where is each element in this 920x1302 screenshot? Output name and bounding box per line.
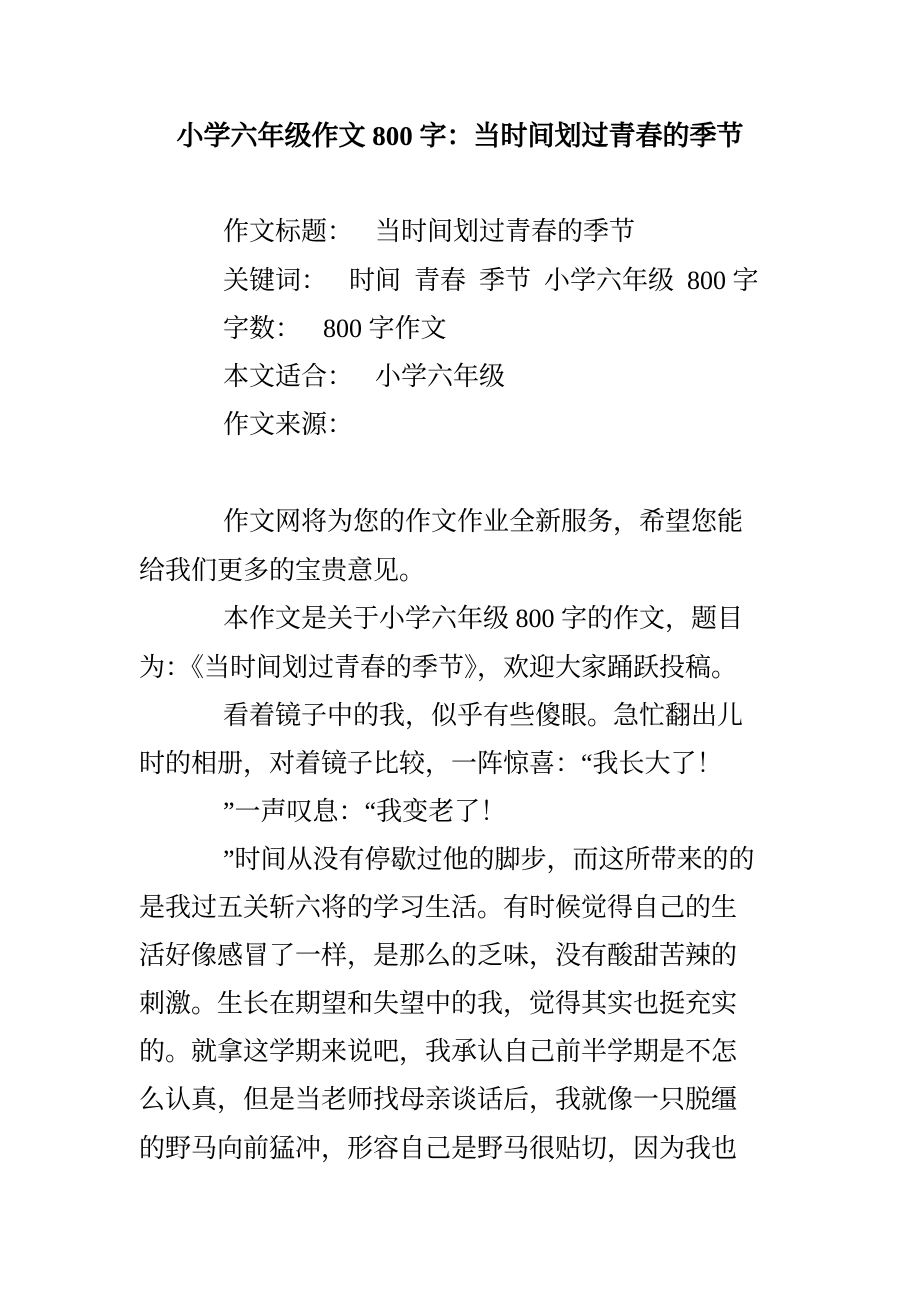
paragraph-line: 刺激。生长在期望和失望中的我，觉得其实也挺充实: [139, 989, 738, 1018]
meta-audience-row: [223, 359, 505, 395]
meta-label: 作文来源：: [223, 410, 354, 439]
meta-value: 小学六年级: [375, 362, 506, 391]
meta-value: 时间 青春 季节 小学六年级 800 字: [349, 266, 759, 295]
meta-wordcount-row: [223, 311, 447, 347]
paragraph-line: 作文网将为您的作文作业全新服务，希望您能: [223, 507, 744, 536]
meta-source-row: [223, 407, 375, 443]
meta-label: 作文标题：: [223, 217, 354, 246]
meta-value: 当时间划过青春的季节: [375, 217, 636, 246]
paragraph-line: 为：《当时间划过青春的季节》，欢迎大家踊跃投稿。: [139, 653, 738, 682]
paragraph-line: 时的相册，对着镜子比较，一阵惊喜：“我长大了！: [139, 749, 723, 778]
paragraph-line: ”时间从没有停歇过他的脚步，而这所带来的的: [223, 845, 755, 874]
paragraph-line: ”一声叹息：“我变老了！: [223, 797, 507, 826]
meta-title-row: [223, 214, 635, 250]
meta-keywords-row: [223, 263, 759, 299]
paragraph-line: 活好像感冒了一样，是那么的乏味，没有酸甜苦辣的: [139, 941, 738, 970]
paragraph-line: 本作文是关于小学六年级 800 字的作文，题目: [223, 604, 744, 633]
meta-label: 字数：: [223, 314, 302, 343]
meta-label: 关键词：: [223, 266, 328, 295]
paragraph-line: 的。就拿这学期来说吧，我承认自己前半学期是不怎: [139, 1037, 738, 1066]
document-title: 小学六年级作文 800 字：当时间划过青春的季节: [176, 121, 744, 151]
paragraph-line: 的野马向前猛冲，形容自己是野马很贴切，因为我也: [139, 1134, 738, 1163]
paragraph-line: 是我过五关斩六将的学习生活。有时候觉得自己的生: [139, 893, 738, 922]
paragraph-line: 看着镜子中的我，似乎有些傻眼。急忙翻出儿: [223, 701, 744, 730]
paragraph-line: 给我们更多的宝贵意见。: [139, 556, 426, 585]
meta-value: 800 字作文: [323, 314, 447, 343]
meta-label: 本文适合：: [223, 362, 354, 391]
paragraph-line: 么认真，但是当老师找母亲谈话后，我就像一只脱缰: [139, 1085, 738, 1114]
